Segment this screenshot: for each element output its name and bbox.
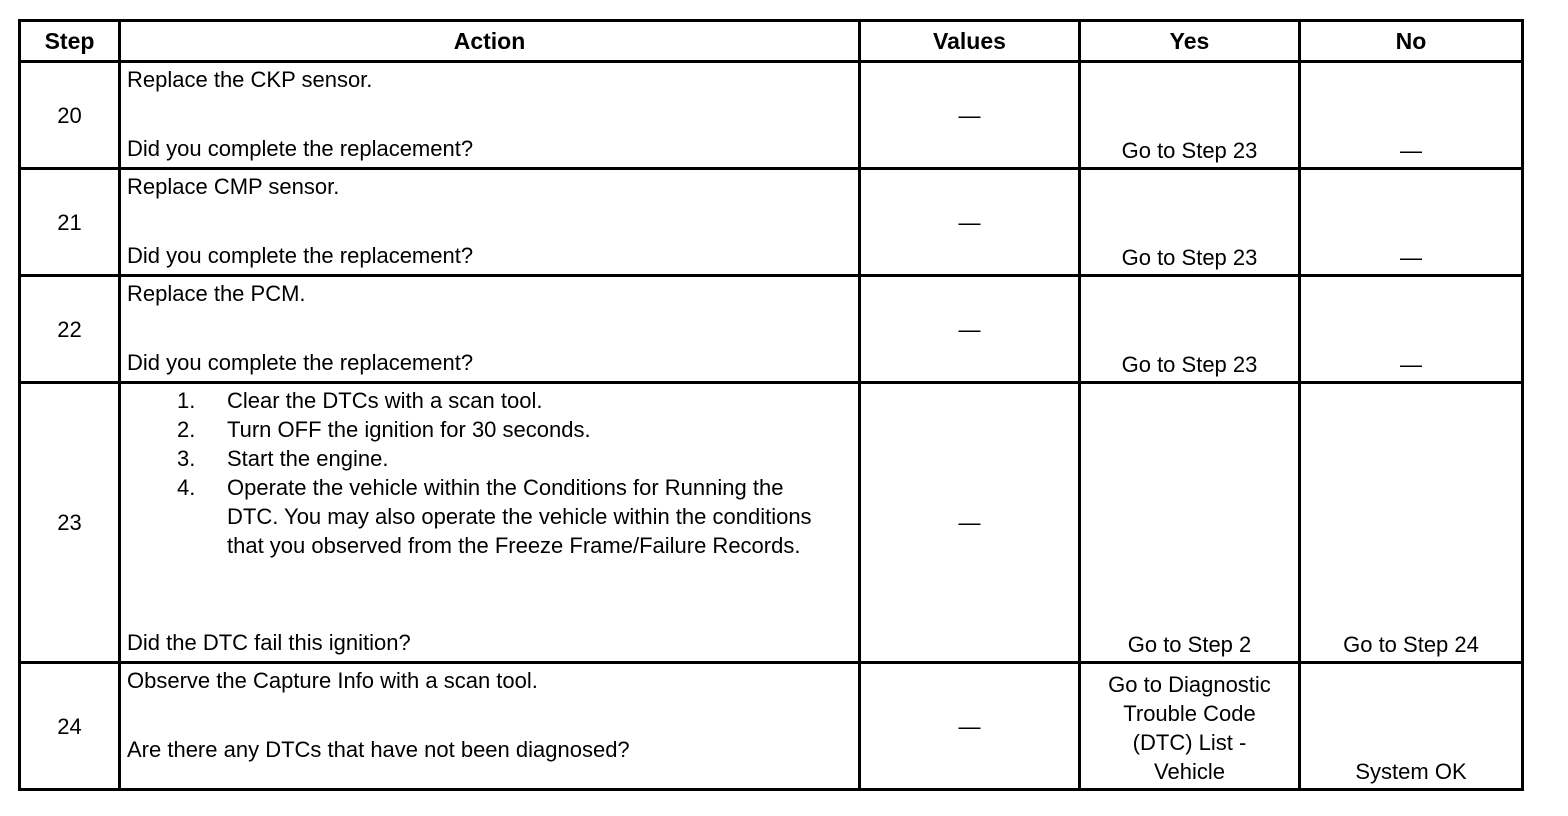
no-cell [1300, 169, 1523, 276]
action-question: Did you complete the replacement? [127, 350, 474, 375]
list-item [127, 386, 852, 415]
no-cell [1300, 663, 1523, 790]
action-instruction: Replace the PCM. [127, 281, 306, 306]
yes-link[interactable]: Go to Step 23 [1121, 245, 1258, 270]
table-row [20, 169, 1523, 276]
action-cell [120, 383, 860, 663]
yes-cell [1080, 169, 1300, 276]
table-row [20, 383, 1523, 663]
procedure-list [127, 384, 852, 560]
step-number: 20 [20, 62, 120, 169]
no-value: System OK [1355, 759, 1467, 784]
action-cell [120, 62, 860, 169]
list-item-text: Clear the DTCs with a scan tool. [227, 388, 543, 413]
list-item-number: 3. [177, 446, 196, 471]
action-question: Are there any DTCs that have not been diagnosed? [127, 737, 630, 762]
list-item-number: 2. [177, 417, 196, 442]
header-yes: Yes [1080, 21, 1300, 62]
step-number: 22 [20, 276, 120, 383]
table-row [20, 276, 1523, 383]
list-item-number: 4. [177, 475, 196, 500]
action-cell [120, 169, 860, 276]
action-cell [120, 663, 860, 790]
header-row [20, 21, 1523, 62]
yes-cell [1080, 383, 1300, 663]
values-cell: — [860, 663, 1080, 790]
no-link[interactable]: Go to Step 24 [1343, 632, 1479, 657]
list-item [127, 415, 852, 444]
action-question: Did you complete the replacement? [127, 136, 474, 161]
list-item-text: Turn OFF the ignition for 30 seconds. [227, 417, 591, 442]
header-action: Action [120, 21, 860, 62]
values-cell: — [860, 169, 1080, 276]
list-item-text: Start the engine. [227, 446, 389, 471]
yes-link[interactable]: Go to Step 2 [1127, 632, 1252, 657]
yes-cell [1080, 663, 1300, 790]
header-step: Step [20, 21, 120, 62]
no-value: — [1400, 245, 1422, 270]
action-question: Did the DTC fail this ignition? [127, 630, 411, 655]
action-instruction: Replace CMP sensor. [127, 174, 340, 199]
no-cell [1300, 276, 1523, 383]
no-value: — [1400, 352, 1422, 377]
list-item [127, 473, 852, 560]
diagnostic-table [18, 19, 1524, 791]
list-item-number: 1. [177, 388, 196, 413]
step-number: 21 [20, 169, 120, 276]
list-item-text: Operate the vehicle within the Conditions for Running the DTC. You may also operate the vehicle within the conditions that you observed from the Freeze Frame/Failure Records. [227, 475, 812, 558]
header-values: Values [860, 21, 1080, 62]
action-question: Did you complete the replacement? [127, 243, 474, 268]
values-cell: — [860, 276, 1080, 383]
step-number: 23 [20, 383, 120, 663]
values-cell: — [860, 62, 1080, 169]
yes-link[interactable]: Go to Step 23 [1121, 352, 1258, 377]
yes-link[interactable]: Go to Step 23 [1121, 138, 1258, 163]
yes-cell [1080, 276, 1300, 383]
no-value: — [1400, 138, 1422, 163]
action-instruction: Replace the CKP sensor. [127, 67, 373, 92]
header-no: No [1300, 21, 1523, 62]
list-item [127, 444, 852, 473]
table-row [20, 62, 1523, 169]
yes-cell [1080, 62, 1300, 169]
action-instruction: Observe the Capture Info with a scan tool. [127, 668, 538, 693]
no-cell [1300, 383, 1523, 663]
table-row [20, 663, 1523, 790]
no-cell [1300, 62, 1523, 169]
values-cell: — [860, 383, 1080, 663]
action-cell [120, 276, 860, 383]
yes-link[interactable]: Go to Diagnostic Trouble Code (DTC) List - Vehicle [1108, 672, 1271, 784]
step-number: 24 [20, 663, 120, 790]
